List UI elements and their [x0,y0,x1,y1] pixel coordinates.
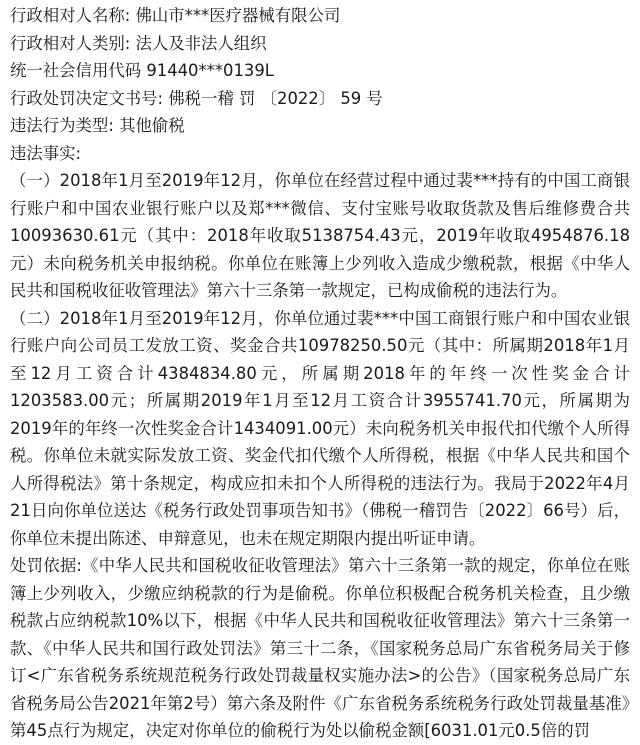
penalty-basis: 处罚依据:《中华人民共和国税收征收管理法》第六十三条第一款的规定，你单位在账簿上少列收入，少缴应纳税款的行为是偷税。你单位积极配合税务机关检查，且少缴税款占应纳税款10%以下，根据《中华人民共和国税收征收管理法》第六十三条第一款、《中华人民共和国行政处罚法》第三十二条，《国家税务总局广东省税务局关于修订<广东省税务系统规范税务行政处罚裁量权实施办法>的公告》（国家税务总局广东省税务局公告2021年第2号）第六条及附件《广东省税务系统税务行政处罚裁量基准》第45点行为规定，决定对你单位的偷税行为处以偷税金额[6031.01元0.5倍的罚 [10,556,630,740]
party-type: 行政相对人类别: 法人及非法人组织 [10,33,267,53]
facts-heading: 违法事实: [10,143,82,163]
facts-paragraph-1: （一）2018年1月至2019年12月，你单位在经营过程中通过裴***持有的中国工商银行账户和中国农业银行账户以及郑***微信、支付宝账号收取货款及售后维修费合共10093630.61元（其中：2018年收取5138754.43元，2019年收取4954876.18元）未向税务机关申报纳税。你单位在账簿上少列收入造成少缴税款，根据《中华人民共和国税收征收管理法》第六十三条第一款规定，已构成偷税的违法行为。 [10,171,630,300]
facts-paragraph-2: （二）2018年1月至2019年12月，你单位通过裴***中国工商银行账户和中国农业银行账户向公司员工发放工资、奖金合共10978250.50元（其中：所属期2018年1月至12月工资合计4384834.80元，所属期2018年的年终一次性奖金合计1203583.00元；所属期2019年1月至12月工资合计3955741.70元，所属期为2019年的年终一次性奖金合计1434091.00元）未向税务机关申报代扣代缴个人所得税。你单位未就实际发放工资、奖金代扣代缴个人所得税，根据《中华人民共和国个人所得税法》第十条规定，构成应扣未扣个人所得税的违法行为。我局于2022年4月21日向你单位送达《税务行政处罚事项告知书》（佛税一稽罚告〔2022〕66号）后，你单位未提出陈述、申辩意见，也未在规定期限内提出听证申请。 [10,308,630,548]
violation-type: 违法行为类型: 其他偷税 [10,116,185,135]
party-name: 行政相对人名称: 佛山市***医疗器械有限公司 [10,6,341,25]
credit-code: 统一社会信用代码 91440***0139L [10,61,274,80]
decision-number: 行政处罚决定文书号: 佛税一稽 罚 〔2022〕 59 号 [10,88,383,108]
